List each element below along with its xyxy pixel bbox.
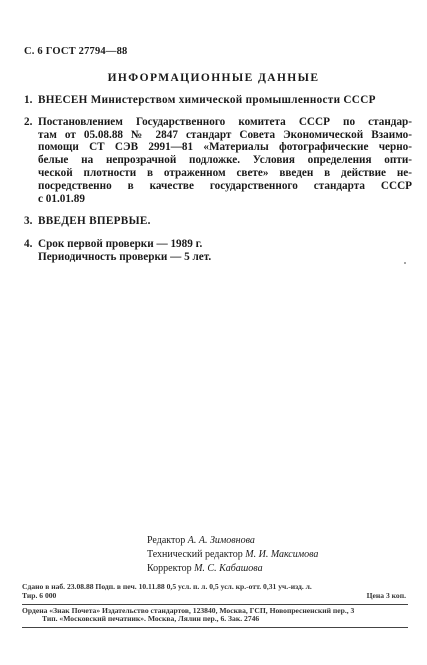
editor-name: А. А. Зимовнова (187, 535, 255, 546)
item-line: Срок первой проверки — 1989 г. (38, 238, 203, 251)
imprint-publisher: Ордена «Знак Почета» Издательство стандартов, 123840, Москва, ГСП, Новопресненский пер., 3 (22, 606, 355, 615)
editor-line (147, 562, 318, 576)
scan-speck (404, 262, 406, 264)
item-number: 4. (24, 238, 33, 251)
list-item (24, 215, 412, 228)
imprint-row (22, 607, 406, 616)
item-line: Периодичность проверки — 5 лет. (38, 250, 212, 263)
item-line: белые на непрозрачной подложке. Условия определения опти- (38, 154, 412, 167)
imprint-divider (22, 627, 408, 628)
item-line: посредственно в качестве государственного стандарта СССР (38, 179, 412, 192)
item-line: ВВЕДЕН ВПЕРВЫЕ. (38, 215, 151, 228)
list-item (24, 238, 412, 264)
editor-name: М. И. Максимова (245, 549, 319, 560)
imprint-printer: Тип. «Московский печатник». Москва, Лялин пер., 6. Зак. 2746 (42, 615, 260, 624)
item-number: 1. (24, 94, 33, 106)
editor-role: Технический редактор (147, 549, 243, 560)
list-item (24, 94, 412, 107)
item-text (38, 94, 412, 107)
item-line: с 01.01.89 (38, 192, 85, 205)
imprint-price: Цена 3 коп. (366, 591, 406, 600)
editor-role: Редактор (147, 535, 186, 546)
editor-line (147, 534, 318, 548)
info-items (24, 94, 412, 264)
item-text (38, 116, 412, 206)
item-number: 2. (24, 115, 33, 128)
imprint-row (22, 615, 406, 624)
item-text (38, 215, 412, 228)
editor-role: Корректор (147, 563, 192, 574)
imprint-row (22, 592, 406, 601)
editor-name: М. С. Кабашова (194, 563, 263, 574)
imprint-divider (22, 604, 408, 605)
imprint-circulation: Тир. 6 000 (22, 591, 57, 600)
list-item (24, 116, 412, 206)
item-number: 3. (24, 215, 33, 228)
item-text (38, 238, 412, 264)
page-header: С. 6 ГОСТ 27794—88 (24, 46, 128, 57)
imprint-print-details: Сдано в наб. 23.08.88 Подп. в печ. 10.11.88 0,5 усл. п. л. 0,5 усл. кр.-отт. 0,31 уч.-изд. л. (22, 583, 312, 591)
editors-block (147, 534, 318, 576)
imprint-row (22, 583, 406, 592)
item-line: там от 05.08.88 № 2847 стандарт Совета Экономической Взаимо- (38, 128, 412, 141)
editor-line (147, 548, 318, 562)
item-line: ВНЕСЕН Министерством химической промышленности СССР (38, 94, 376, 106)
item-line: помощи СТ СЭВ 2991—81 «Материалы фотографические черно- (38, 141, 412, 154)
item-line: ческой плотности в отраженном свете» введен в действие не- (38, 166, 412, 179)
section-title: ИНФОРМАЦИОННЫЕ ДАННЫЕ (107, 72, 320, 84)
item-line: Постановлением Государственного комитета СССР по стандар- (38, 115, 412, 128)
